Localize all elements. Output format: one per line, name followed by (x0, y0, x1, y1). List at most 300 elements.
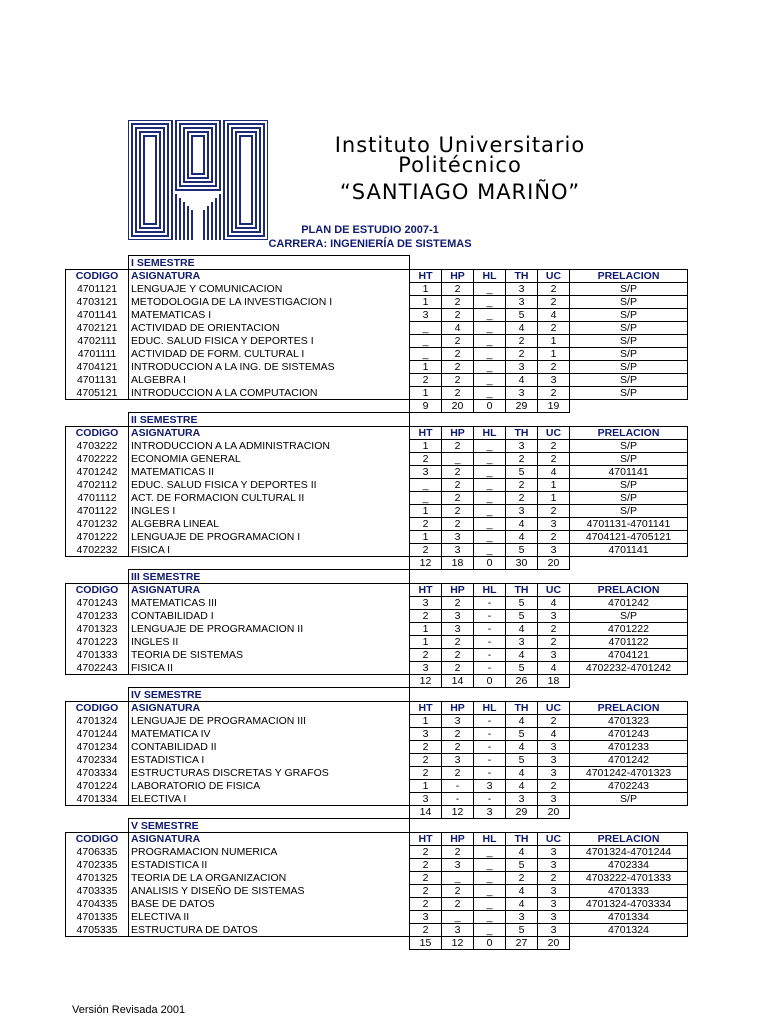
cell-uc: 4 (538, 597, 570, 610)
cell-hl: _ (474, 335, 506, 348)
cell-ht: 2 (410, 859, 442, 872)
cell-th: 4 (506, 322, 538, 335)
table-row (66, 754, 688, 767)
cell-asignatura: INGLES I (129, 505, 410, 518)
cell-codigo: 4701232 (66, 518, 129, 531)
cell-asignatura: LENGUAJE DE PROGRAMACION III (129, 715, 410, 728)
cell-prelacion: 4702232-4701242 (570, 662, 688, 675)
cell-hp: 2 (442, 387, 474, 400)
cell-hp: 2 (442, 492, 474, 505)
cell-uc: 3 (538, 793, 570, 806)
cell-asignatura: TEORIA DE SISTEMAS (129, 649, 410, 662)
cell-codigo: 4704335 (66, 898, 129, 911)
table-row (66, 767, 688, 780)
cell-uc: 3 (538, 754, 570, 767)
cell-th: 4 (506, 898, 538, 911)
cell-hl: - (474, 793, 506, 806)
table-row (66, 649, 688, 662)
column-header-hp: HP (442, 833, 474, 846)
cell-hl: _ (474, 898, 506, 911)
cell-prelacion: 4701324-4701244 (570, 846, 688, 859)
table-row (66, 335, 688, 348)
table-row (66, 466, 688, 479)
column-header-hp: HP (442, 584, 474, 597)
cell-uc: 4 (538, 728, 570, 741)
column-header-prelacion: PRELACION (570, 833, 688, 846)
table-row (66, 872, 688, 885)
table-row (66, 728, 688, 741)
cell-hl: - (474, 610, 506, 623)
total-ht: 12 (410, 557, 442, 570)
cell-asignatura: INGLES II (129, 636, 410, 649)
cell-ht: 2 (410, 544, 442, 557)
column-header-codigo: CODIGO (66, 702, 129, 715)
column-header-uc: UC (538, 270, 570, 283)
cell-uc: 3 (538, 898, 570, 911)
cell-codigo: 4703222 (66, 440, 129, 453)
cell-codigo: 4702121 (66, 322, 129, 335)
cell-asignatura: MATEMATICAS III (129, 597, 410, 610)
cell-ht: _ (410, 492, 442, 505)
table-row (66, 924, 688, 937)
institute-logo (128, 120, 268, 240)
cell-prelacion: S/P (570, 322, 688, 335)
table-row (66, 348, 688, 361)
cell-hp: 3 (442, 754, 474, 767)
cell-uc: 1 (538, 335, 570, 348)
cell-asignatura: PROGRAMACION NUMERICA (129, 846, 410, 859)
column-header-codigo: CODIGO (66, 270, 129, 283)
column-header-uc: UC (538, 833, 570, 846)
column-header-prelacion: PRELACION (570, 702, 688, 715)
cell-codigo: 4702112 (66, 479, 129, 492)
cell-hp: 2 (442, 440, 474, 453)
total-ht: 14 (410, 806, 442, 819)
cell-hp: - (442, 793, 474, 806)
cell-ht: 2 (410, 872, 442, 885)
cell-uc: 2 (538, 440, 570, 453)
cell-hl: _ (474, 466, 506, 479)
cell-hl: _ (474, 859, 506, 872)
table-row (66, 610, 688, 623)
column-header-codigo: CODIGO (66, 427, 129, 440)
cell-prelacion: S/P (570, 309, 688, 322)
cell-th: 5 (506, 728, 538, 741)
cell-codigo: 4701141 (66, 309, 129, 322)
cell-hl: _ (474, 440, 506, 453)
cell-hl: _ (474, 872, 506, 885)
cell-hl: 3 (474, 780, 506, 793)
cell-asignatura: CONTABILIDAD II (129, 741, 410, 754)
total-th: 26 (506, 675, 538, 688)
cell-uc: 2 (538, 715, 570, 728)
semester-title: III SEMESTRE (129, 570, 410, 584)
table-row (66, 911, 688, 924)
cell-uc: 2 (538, 780, 570, 793)
cell-codigo: 4702335 (66, 859, 129, 872)
cell-codigo: 4701323 (66, 623, 129, 636)
table-row (66, 309, 688, 322)
cell-prelacion: 4701141 (570, 544, 688, 557)
cell-codigo: 4701244 (66, 728, 129, 741)
cell-hp: 3 (442, 715, 474, 728)
cell-codigo: 4701233 (66, 610, 129, 623)
column-header-asignatura: ASIGNATURA (129, 584, 410, 597)
cell-asignatura: LABORATORIO DE FISICA (129, 780, 410, 793)
cell-codigo: 4701333 (66, 649, 129, 662)
table-row (66, 453, 688, 466)
cell-hp: 2 (442, 728, 474, 741)
cell-hl: _ (474, 531, 506, 544)
cell-th: 2 (506, 453, 538, 466)
cell-prelacion: 4701242 (570, 754, 688, 767)
cell-codigo: 4701334 (66, 793, 129, 806)
column-header-row (66, 270, 688, 283)
column-header-ht: HT (410, 427, 442, 440)
cell-ht: 3 (410, 466, 442, 479)
column-header-prelacion: PRELACION (570, 427, 688, 440)
cell-prelacion: S/P (570, 361, 688, 374)
cell-codigo: 4703334 (66, 767, 129, 780)
cell-ht: _ (410, 348, 442, 361)
total-ht: 9 (410, 400, 442, 413)
cell-th: 2 (506, 479, 538, 492)
cell-uc: 2 (538, 872, 570, 885)
table-row (66, 322, 688, 335)
cell-codigo: 4701112 (66, 492, 129, 505)
cell-hl: _ (474, 283, 506, 296)
cell-asignatura: MATEMATICA IV (129, 728, 410, 741)
column-header-ht: HT (410, 702, 442, 715)
total-uc: 18 (538, 675, 570, 688)
cell-asignatura: ACTIVIDAD DE ORIENTACION (129, 322, 410, 335)
cell-prelacion: S/P (570, 492, 688, 505)
cell-hl: _ (474, 505, 506, 518)
column-header-hl: HL (474, 270, 506, 283)
cell-ht: _ (410, 335, 442, 348)
column-header-row (66, 427, 688, 440)
total-hp: 12 (442, 937, 474, 950)
cell-prelacion: S/P (570, 440, 688, 453)
column-header-prelacion: PRELACION (570, 270, 688, 283)
cell-th: 5 (506, 662, 538, 675)
cell-ht: 2 (410, 453, 442, 466)
semester-row (66, 256, 688, 270)
cell-codigo: 4701243 (66, 597, 129, 610)
column-header-uc: UC (538, 702, 570, 715)
cell-hp: _ (442, 911, 474, 924)
cell-hp: 2 (442, 348, 474, 361)
cell-ht: 2 (410, 885, 442, 898)
cell-ht: 3 (410, 728, 442, 741)
cell-asignatura: LENGUAJE Y COMUNICACION (129, 283, 410, 296)
cell-codigo: 4701234 (66, 741, 129, 754)
cell-th: 4 (506, 767, 538, 780)
totals-row (66, 806, 688, 819)
cell-asignatura: ESTRUCTURAS DISCRETAS Y GRAFOS (129, 767, 410, 780)
cell-uc: 3 (538, 649, 570, 662)
cell-uc: 2 (538, 296, 570, 309)
cell-codigo: 4703335 (66, 885, 129, 898)
column-header-hp: HP (442, 270, 474, 283)
total-hp: 18 (442, 557, 474, 570)
semester-title: V SEMESTRE (129, 819, 410, 833)
cell-hp: 2 (442, 479, 474, 492)
cell-th: 2 (506, 872, 538, 885)
cell-hl: _ (474, 492, 506, 505)
cell-hp: 2 (442, 518, 474, 531)
cell-th: 3 (506, 361, 538, 374)
column-header-row (66, 833, 688, 846)
total-uc: 20 (538, 806, 570, 819)
cell-asignatura: EDUC. SALUD FISICA Y DEPORTES II (129, 479, 410, 492)
cell-ht: _ (410, 479, 442, 492)
cell-codigo: 4701325 (66, 872, 129, 885)
cell-prelacion: S/P (570, 793, 688, 806)
cell-ht: 1 (410, 387, 442, 400)
cell-prelacion: 4701334 (570, 911, 688, 924)
cell-uc: 4 (538, 466, 570, 479)
cell-uc: 3 (538, 741, 570, 754)
total-uc: 20 (538, 937, 570, 950)
cell-ht: 1 (410, 636, 442, 649)
cell-ht: 2 (410, 518, 442, 531)
cell-asignatura: LENGUAJE DE PROGRAMACION I (129, 531, 410, 544)
cell-codigo: 4701224 (66, 780, 129, 793)
column-header-ht: HT (410, 270, 442, 283)
cell-hl: - (474, 597, 506, 610)
column-header-hl: HL (474, 702, 506, 715)
cell-hl: - (474, 728, 506, 741)
cell-th: 3 (506, 296, 538, 309)
cell-prelacion: S/P (570, 387, 688, 400)
total-hl: 0 (474, 937, 506, 950)
total-hp: 14 (442, 675, 474, 688)
cell-codigo: 4701121 (66, 283, 129, 296)
cell-prelacion: 4704121 (570, 649, 688, 662)
cell-uc: 3 (538, 846, 570, 859)
cell-th: 4 (506, 885, 538, 898)
cell-hp: 3 (442, 610, 474, 623)
column-header-hp: HP (442, 702, 474, 715)
column-header-row (66, 702, 688, 715)
institute-name-line3: “SANTIAGO MARIÑO” (339, 180, 581, 204)
cell-th: 5 (506, 597, 538, 610)
table-row (66, 492, 688, 505)
cell-prelacion: S/P (570, 374, 688, 387)
cell-ht: 1 (410, 531, 442, 544)
cell-hp: 2 (442, 898, 474, 911)
table-row (66, 374, 688, 387)
cell-codigo: 4701242 (66, 466, 129, 479)
cell-hp: 2 (442, 505, 474, 518)
cell-codigo: 4705121 (66, 387, 129, 400)
table-row (66, 531, 688, 544)
cell-hp: - (442, 780, 474, 793)
column-header-asignatura: ASIGNATURA (129, 427, 410, 440)
cell-ht: _ (410, 322, 442, 335)
cell-codigo: 4701131 (66, 374, 129, 387)
cell-hp: 2 (442, 846, 474, 859)
table-row (66, 898, 688, 911)
cell-uc: 1 (538, 492, 570, 505)
cell-prelacion: S/P (570, 479, 688, 492)
cell-codigo: 4701335 (66, 911, 129, 924)
cell-hp: 2 (442, 361, 474, 374)
cell-asignatura: ALGEBRA I (129, 374, 410, 387)
cell-asignatura: ESTRUCTURA DE DATOS (129, 924, 410, 937)
cell-hl: _ (474, 361, 506, 374)
cell-th: 4 (506, 531, 538, 544)
total-uc: 20 (538, 557, 570, 570)
cell-asignatura: TEORIA DE LA ORGANIZACION (129, 872, 410, 885)
cell-prelacion: S/P (570, 505, 688, 518)
column-header-ht: HT (410, 833, 442, 846)
cell-asignatura: ESTADISTICA I (129, 754, 410, 767)
column-header-th: TH (506, 833, 538, 846)
cell-th: 3 (506, 911, 538, 924)
cell-asignatura: ALGEBRA LINEAL (129, 518, 410, 531)
cell-th: 2 (506, 348, 538, 361)
cell-hl: - (474, 754, 506, 767)
cell-codigo: 4701324 (66, 715, 129, 728)
cell-uc: 2 (538, 283, 570, 296)
cell-ht: 2 (410, 767, 442, 780)
table-row (66, 885, 688, 898)
cell-th: 3 (506, 283, 538, 296)
cell-codigo: 4702111 (66, 335, 129, 348)
cell-asignatura: LENGUAJE DE PROGRAMACION II (129, 623, 410, 636)
cell-ht: 1 (410, 296, 442, 309)
cell-th: 2 (506, 335, 538, 348)
cell-codigo: 4703121 (66, 296, 129, 309)
column-header-asignatura: ASIGNATURA (129, 833, 410, 846)
total-uc: 19 (538, 400, 570, 413)
table-row (66, 780, 688, 793)
table-row (66, 518, 688, 531)
cell-th: 3 (506, 387, 538, 400)
cell-ht: 2 (410, 374, 442, 387)
cell-th: 5 (506, 859, 538, 872)
cell-hp: 2 (442, 649, 474, 662)
cell-ht: 2 (410, 649, 442, 662)
column-header-th: TH (506, 270, 538, 283)
cell-th: 5 (506, 544, 538, 557)
table-row (66, 636, 688, 649)
cell-ht: 1 (410, 715, 442, 728)
cell-uc: 3 (538, 859, 570, 872)
cell-asignatura: INTRODUCCION A LA COMPUTACION (129, 387, 410, 400)
column-header-asignatura: ASIGNATURA (129, 702, 410, 715)
column-header-th: TH (506, 584, 538, 597)
cell-ht: 3 (410, 597, 442, 610)
cell-hp: 3 (442, 544, 474, 557)
totals-row (66, 675, 688, 688)
total-hp: 12 (442, 806, 474, 819)
table-row (66, 715, 688, 728)
cell-hl: _ (474, 544, 506, 557)
cell-codigo: 4702232 (66, 544, 129, 557)
footer-version: Versión Revisada 2001 (72, 1004, 186, 1016)
cell-uc: 4 (538, 309, 570, 322)
cell-prelacion: 4704121-4705121 (570, 531, 688, 544)
cell-codigo: 4705335 (66, 924, 129, 937)
cell-uc: 1 (538, 479, 570, 492)
cell-codigo: 4701222 (66, 531, 129, 544)
cell-codigo: 4702334 (66, 754, 129, 767)
table-row (66, 544, 688, 557)
cell-prelacion: S/P (570, 348, 688, 361)
cell-prelacion: 4701233 (570, 741, 688, 754)
cell-th: 4 (506, 846, 538, 859)
cell-codigo: 4701122 (66, 505, 129, 518)
column-header-row (66, 584, 688, 597)
cell-uc: 2 (538, 636, 570, 649)
cell-uc: 3 (538, 885, 570, 898)
cell-th: 3 (506, 636, 538, 649)
semester-title: I SEMESTRE (129, 256, 410, 270)
cell-asignatura: INTRODUCCION A LA ING. DE SISTEMAS (129, 361, 410, 374)
cell-asignatura: MATEMATICAS I (129, 309, 410, 322)
cell-codigo: 4706335 (66, 846, 129, 859)
cell-prelacion: 4701242-4701323 (570, 767, 688, 780)
plan-title: PLAN DE ESTUDIO 2007-1 (301, 224, 439, 236)
cell-hl: _ (474, 296, 506, 309)
column-header-codigo: CODIGO (66, 833, 129, 846)
semester-row (66, 413, 688, 427)
totals-row (66, 557, 688, 570)
cell-prelacion: S/P (570, 335, 688, 348)
cell-uc: 2 (538, 361, 570, 374)
cell-prelacion: 4701323 (570, 715, 688, 728)
column-header-uc: UC (538, 427, 570, 440)
cell-prelacion: S/P (570, 453, 688, 466)
cell-th: 4 (506, 715, 538, 728)
table-row (66, 662, 688, 675)
cell-prelacion: 4701243 (570, 728, 688, 741)
cell-prelacion: 4701333 (570, 885, 688, 898)
totals-row (66, 937, 688, 950)
cell-asignatura: ACTIVIDAD DE FORM. CULTURAL I (129, 348, 410, 361)
total-ht: 15 (410, 937, 442, 950)
cell-hl: _ (474, 885, 506, 898)
cell-uc: 3 (538, 374, 570, 387)
cell-ht: 1 (410, 780, 442, 793)
cell-prelacion: 4701242 (570, 597, 688, 610)
cell-hp: 2 (442, 636, 474, 649)
column-header-uc: UC (538, 584, 570, 597)
cell-hl: _ (474, 387, 506, 400)
cell-hl: - (474, 662, 506, 675)
table-row (66, 741, 688, 754)
institute-name-line2: Politécnico (398, 153, 522, 177)
column-header-asignatura: ASIGNATURA (129, 270, 410, 283)
cell-uc: 2 (538, 623, 570, 636)
cell-uc: 3 (538, 924, 570, 937)
cell-hp: 2 (442, 296, 474, 309)
cell-codigo: 4701111 (66, 348, 129, 361)
semester-row (66, 688, 688, 702)
cell-hl: _ (474, 322, 506, 335)
cell-asignatura: FISICA I (129, 544, 410, 557)
table-row (66, 846, 688, 859)
cell-asignatura: ECONOMIA GENERAL (129, 453, 410, 466)
cell-uc: 4 (538, 662, 570, 675)
cell-asignatura: METODOLOGIA DE LA INVESTIGACION I (129, 296, 410, 309)
cell-asignatura: INTRODUCCION A LA ADMINISTRACION (129, 440, 410, 453)
table-row (66, 479, 688, 492)
cell-prelacion: 4701324 (570, 924, 688, 937)
